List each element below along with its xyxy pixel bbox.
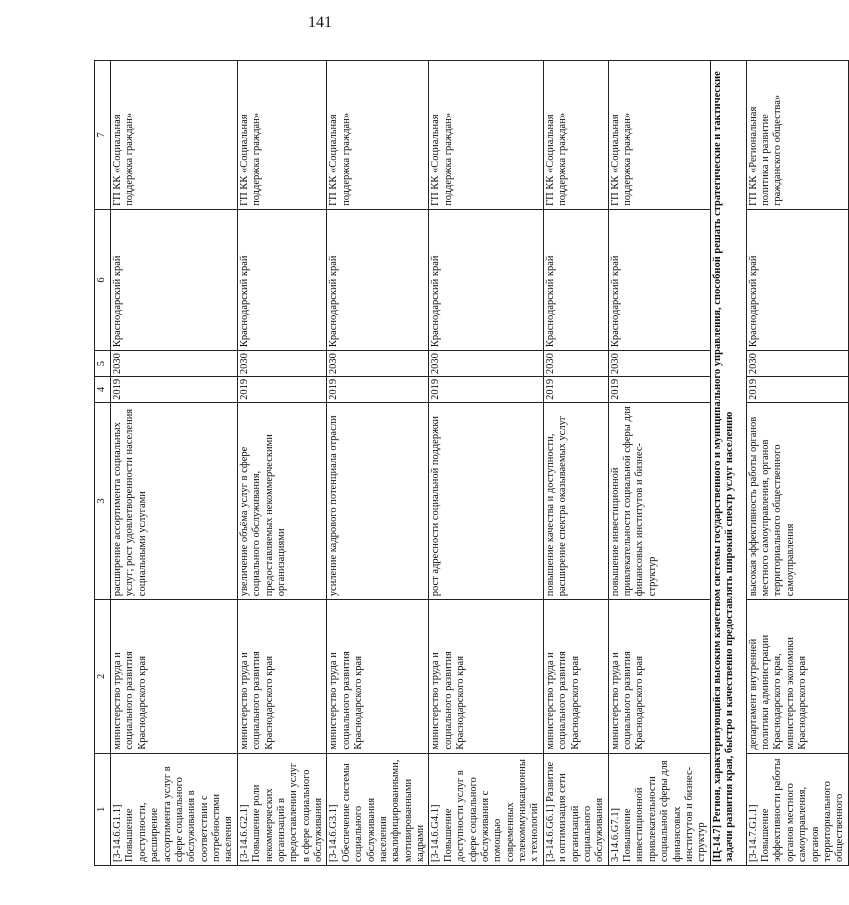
end-year-cell: 2030 (327, 351, 429, 377)
table-row (237, 61, 327, 866)
program-cell: ГП КК «Социальная поддержка граждан» (543, 61, 608, 210)
result-cell: повышение качества и доступности, расширение спектра оказываемых услуг (543, 402, 608, 599)
measure-code-cell: [3-14.6.G2.1] Повышение роли некоммерческих организаций в предоставлении услуг в сфере социального обслуживания (237, 753, 327, 865)
program-cell: ГП КК «Региональная политика и развитие гражданского общества» (746, 61, 848, 210)
end-year-cell: 2030 (746, 351, 848, 377)
column-header: 4 (95, 376, 111, 402)
column-header: 2 (95, 600, 111, 753)
executor-cell: департамент внутренней политики администрации Краснодарского края, министерство экономики Краснодарского края (746, 600, 848, 753)
measure-code-cell: [3-14.7.G1.1] Повышение эффективности работы органов местного самоуправления, органов территориального общественного (746, 753, 848, 865)
result-cell: расширение ассортимента социальных услуг; рост удовлетворенности населения социальными услугами (111, 402, 238, 599)
section-heading: [Ц-14.7] Регион, характеризующийся высоким качеством системы государственного и муниципального управления, способной решать стратегические и тактические задачи развития края, быстро и качественно предоставлять широкий спектр услуг населению (710, 61, 746, 866)
end-year-cell: 2030 (608, 351, 710, 377)
program-cell: ГП КК «Социальная поддержка граждан» (608, 61, 710, 210)
start-year-cell: 2019 (111, 376, 238, 402)
column-header: 5 (95, 351, 111, 377)
start-year-cell: 2019 (237, 376, 327, 402)
end-year-cell: 2030 (429, 351, 543, 377)
table-row (543, 61, 608, 866)
column-header: 1 (95, 753, 111, 865)
measure-code-cell: [3-14.6.G6.1] Развитие и оптимизация сети организаций социального обслуживания (543, 753, 608, 865)
table-row (429, 61, 543, 866)
section-row (710, 61, 746, 866)
table-row (608, 61, 710, 866)
column-header: 3 (95, 402, 111, 599)
measure-code-cell: [3-14.6.G1.1] Повышение доступности, расширение ассортимента услуг в сфере социального обслуживания в соответствии с потребностями населения (111, 753, 238, 865)
program-table (94, 60, 849, 866)
territory-cell: Краснодарский край (746, 209, 848, 350)
table-row (746, 61, 848, 866)
program-cell: ГП КК «Социальная поддержка граждан» (327, 61, 429, 210)
rotated-table-container (94, 60, 846, 866)
executor-cell: министерство труда и социального развития Краснодарского края (429, 600, 543, 753)
measure-code-cell: [3-14.6.G3.1] Обеспечение системы социального обслуживания населения квалифицированными, мотивированными кадрами (327, 753, 429, 865)
measure-code-cell: [3-14.6.G4.1] Повышение доступности услуг в сфере социального обслуживания с помощью современных телекоммуникационных технологий (429, 753, 543, 865)
result-cell: усиление кадрового потенциала отрасли (327, 402, 429, 599)
column-header: 6 (95, 209, 111, 350)
end-year-cell: 2030 (543, 351, 608, 377)
program-cell: ГП КК «Социальная поддержка граждан» (111, 61, 238, 210)
start-year-cell: 2019 (608, 376, 710, 402)
executor-cell: министерство труда и социального развития Краснодарского края (608, 600, 710, 753)
territory-cell: Краснодарский край (327, 209, 429, 350)
executor-cell: министерство труда и социального развития Краснодарского края (543, 600, 608, 753)
table-row (327, 61, 429, 866)
executor-cell: министерство труда и социального развития Краснодарского края (327, 600, 429, 753)
territory-cell: Краснодарский край (608, 209, 710, 350)
end-year-cell: 2030 (237, 351, 327, 377)
program-cell: ГП КК «Социальная поддержка граждан» (429, 61, 543, 210)
result-cell: повышение инвестиционной привлекательности социальной сферы для финансовых институтов и бизнес-структур (608, 402, 710, 599)
measure-code-cell: 3-14.6.G7.1] Повышение инвестиционной привлекательности социальной сферы для финансовых институтов и бизнес-структур (608, 753, 710, 865)
result-cell: рост адресности социальной поддержки (429, 402, 543, 599)
start-year-cell: 2019 (327, 376, 429, 402)
executor-cell: министерство труда и социального развития Краснодарского края (111, 600, 238, 753)
column-header: 7 (95, 61, 111, 210)
page-number: 141 (308, 14, 332, 31)
territory-cell: Краснодарский край (543, 209, 608, 350)
territory-cell: Краснодарский край (429, 209, 543, 350)
territory-cell: Краснодарский край (237, 209, 327, 350)
header-row (95, 61, 111, 866)
table-row (111, 61, 238, 866)
result-cell: увеличение объёма услуг в сфере социального обслуживания, предоставляемых некоммерческими организациями (237, 402, 327, 599)
result-cell: высокая эффективность работы органов местного самоуправления, органов территориального общественного самоуправления (746, 402, 848, 599)
start-year-cell: 2019 (746, 376, 848, 402)
start-year-cell: 2019 (429, 376, 543, 402)
start-year-cell: 2019 (543, 376, 608, 402)
executor-cell: министерство труда и социального развития Краснодарского края (237, 600, 327, 753)
territory-cell: Краснодарский край (111, 209, 238, 350)
program-cell: ГП КК «Социальная поддержка граждан» (237, 61, 327, 210)
end-year-cell: 2030 (111, 351, 238, 377)
